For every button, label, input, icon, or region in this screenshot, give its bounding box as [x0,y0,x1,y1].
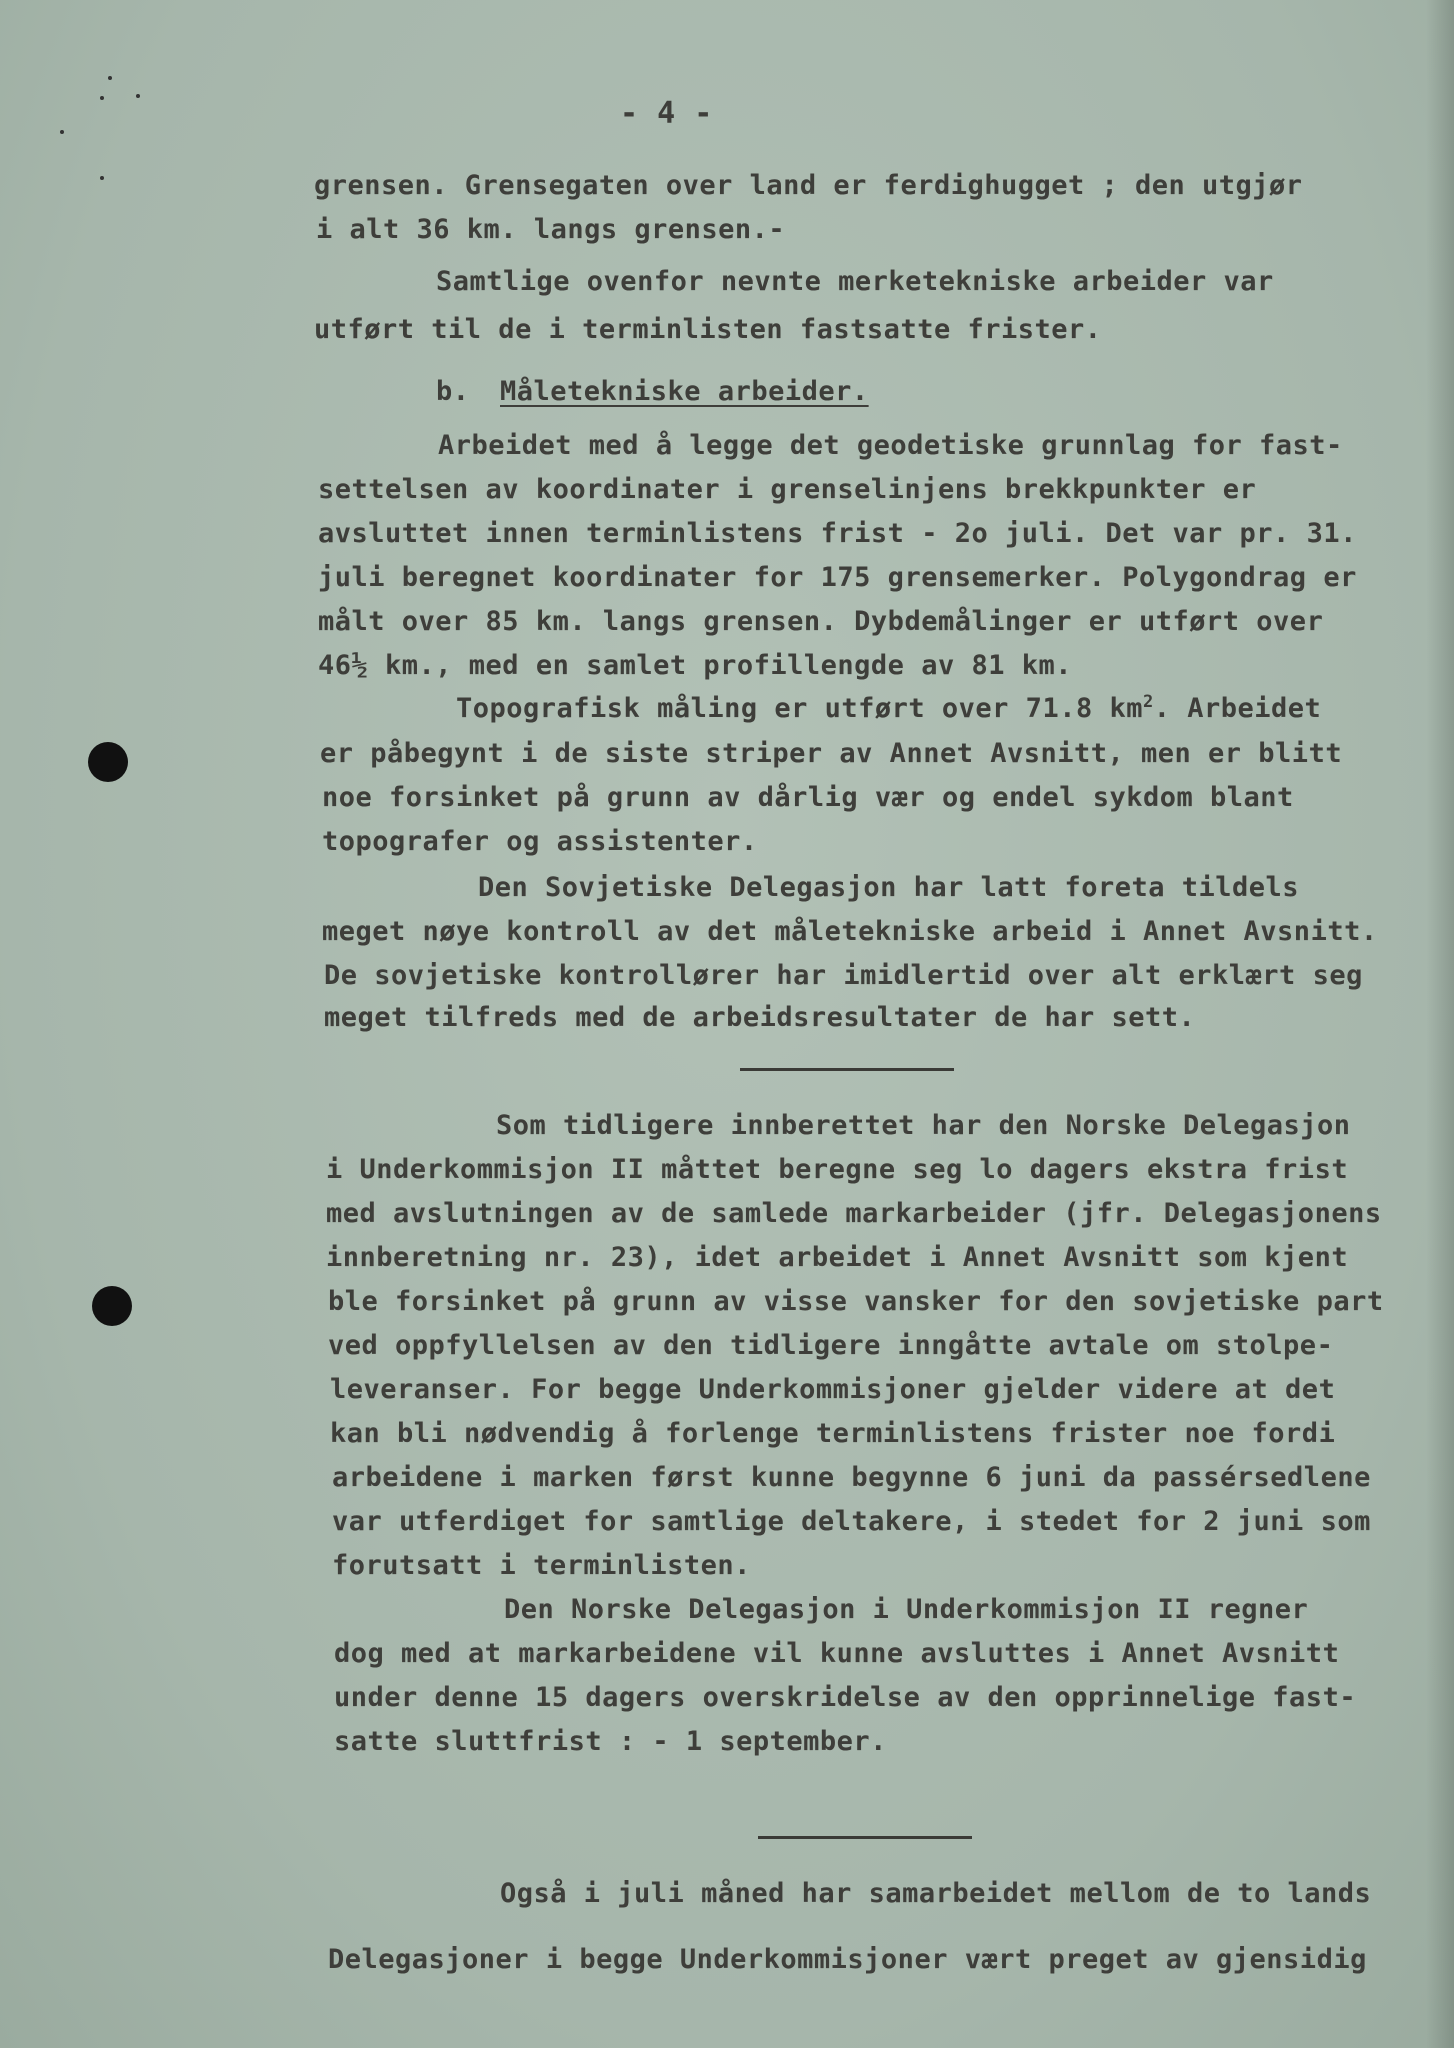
punch-hole [88,742,128,782]
text-segment: . Arbeidet [1153,693,1322,724]
text-line: satte sluttfrist : - 1 september. [334,1726,887,1757]
text-line: topografer og assistenter. [322,826,758,857]
text-line: Den Sovjetiske Delegasjon har latt foreta tildels [478,872,1300,903]
text-line: ble forsinket på grunn av visse vansker for den sovjetiske part [328,1286,1384,1317]
text-line: Også i juli måned har samarbeidet mellom de to lands [500,1878,1372,1909]
text-line: meget tilfreds med de arbeidsresultater de har sett. [324,1002,1196,1033]
text-line: leveranser. For begge Underkommisjoner gjelder videre at det [330,1374,1336,1405]
section-heading: Måletekniske arbeider. [500,376,869,407]
text-line: i alt 36 km. langs grensen.- [316,214,786,245]
text-line: i Underkommisjon II måttet beregne seg lo dagers ekstra frist [326,1154,1349,1185]
ink-speck [100,96,104,100]
text-line: med avslutningen av de samlede markarbeider (jfr. Delegasjonens [326,1198,1382,1229]
text-line: under denne 15 dagers overskridelse av den opprinnelige fast- [334,1682,1357,1713]
text-line: Samtlige ovenfor nevnte merketekniske arbeider var [436,266,1274,297]
section-letter: b. [436,376,470,407]
text-line: Som tidligere innberettet har den Norske Delegasjon [496,1110,1351,1141]
text-line: målt over 85 km. langs grensen. Dybdemålinger er utført over [318,606,1324,637]
page-edge-shadow [1426,0,1454,2048]
text-line: er påbegynt i de siste striper av Annet Avsnitt, men er blitt [320,738,1343,769]
text-line: Arbeidet med å legge det geodetiske grunnlag for fast- [438,430,1343,461]
text-line: var utferdiget for samtlige deltakere, i stedet for 2 juni som [332,1506,1371,1537]
ink-speck [60,130,64,134]
ink-speck [136,94,140,98]
text-line: forutsatt i terminlisten. [332,1550,751,1581]
text-line: juli beregnet koordinater for 175 grensemerker. Polygondrag er [318,562,1357,593]
text-line: De sovjetiske kontrollører har imidlertid over alt erklært seg [324,960,1363,991]
text-line: noe forsinket på grunn av dårlig vær og endel sykdom blant [322,782,1294,813]
ink-speck [108,76,112,80]
superscript: 2 [1142,692,1154,712]
text-line: Den Norske Delegasjon i Underkommisjon II regner [504,1594,1309,1625]
text-line: grensen. Grensegaten over land er ferdighugget ; den utgjør [314,170,1303,201]
text-line: Delegasjoner i begge Underkommisjoner vært preget av gjensidig [328,1944,1367,1975]
separator-rule [740,1068,954,1071]
punch-hole [92,1286,132,1326]
page-number: - 4 - [620,96,713,131]
text-line: dog med at markarbeidene vil kunne avsluttes i Annet Avsnitt [334,1638,1340,1669]
text-line: utført til de i terminlisten fastsatte frister. [314,314,1102,345]
text-line: 46½ km., med en samlet profillengde av 81 km. [318,650,1072,681]
text-line: avsluttet innen terminlistens frist - 2o juli. Det var pr. 31. [318,518,1357,549]
text-line: ved oppfyllelsen av den tidligere inngåtte avtale om stolpe- [328,1330,1334,1361]
text-line: innberetning nr. 23), idet arbeidet i Annet Avsnitt som kjent [326,1242,1349,1273]
text-line: settelsen av koordinater i grenselinjens brekkpunkter er [318,474,1257,505]
text-line: kan bli nødvendig å forlenge terminlistens frister noe fordi [330,1418,1336,1449]
text-line [456,692,1321,724]
text-line: arbeidene i marken først kunne begynne 6 juni da passérsedlene [332,1462,1371,1493]
text-segment: Topografisk måling er utført over 71.8 km [456,693,1143,724]
separator-rule [758,1836,972,1839]
text-line: meget nøye kontroll av det måletekniske arbeid i Annet Avsnitt. [322,916,1378,947]
ink-speck [100,176,104,180]
